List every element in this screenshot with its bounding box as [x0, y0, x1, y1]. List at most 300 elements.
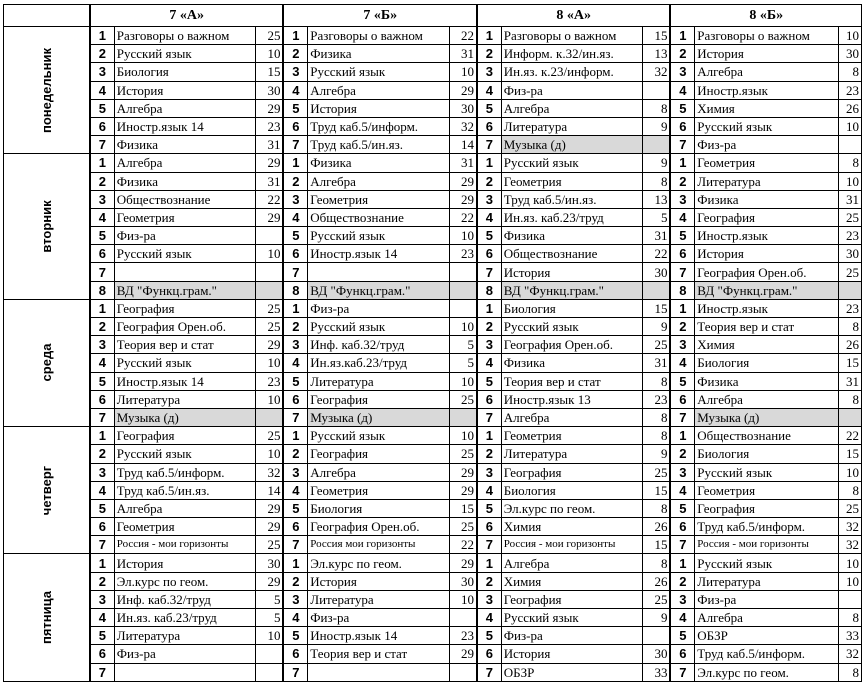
- lesson-number: 1: [670, 154, 694, 172]
- lesson-number: 6: [283, 518, 307, 536]
- lesson-number: 6: [283, 117, 307, 135]
- lesson-number: 4: [90, 609, 114, 627]
- lesson-number: 1: [90, 154, 114, 172]
- room-cell: 10: [256, 445, 284, 463]
- subject-cell: Иностр.язык 14: [114, 117, 255, 135]
- lesson-number: 7: [670, 136, 694, 154]
- room-cell: [449, 663, 477, 681]
- room-cell: 15: [643, 27, 671, 45]
- day-label: [4, 154, 90, 300]
- room-cell: 32: [839, 518, 862, 536]
- lesson-number: 6: [283, 390, 307, 408]
- room-cell: 22: [449, 208, 477, 226]
- subject-cell: Геометрия: [695, 154, 839, 172]
- subject-cell: Труд каб.5/ин.яз.: [114, 481, 255, 499]
- room-cell: [449, 281, 477, 299]
- lesson-number: 1: [283, 27, 307, 45]
- subject-cell: География: [695, 208, 839, 226]
- subject-cell: Разговоры о важном: [308, 27, 449, 45]
- lesson-number: 2: [90, 445, 114, 463]
- schedule-row: [4, 408, 862, 426]
- lesson-number: 6: [90, 245, 114, 263]
- room-cell: 29: [449, 554, 477, 572]
- lesson-number: 2: [670, 172, 694, 190]
- lesson-number: 7: [90, 536, 114, 554]
- day-label: [4, 427, 90, 554]
- room-cell: 32: [256, 463, 284, 481]
- schedule-row: [4, 99, 862, 117]
- lesson-number: 8: [670, 281, 694, 299]
- subject-cell: Алгебра: [695, 63, 839, 81]
- lesson-number: 5: [90, 227, 114, 245]
- room-cell: 25: [256, 427, 284, 445]
- subject-cell: Химия: [695, 336, 839, 354]
- lesson-number: 7: [477, 263, 501, 281]
- lesson-number: 4: [670, 481, 694, 499]
- lesson-number: 1: [477, 427, 501, 445]
- subject-cell: Литература: [695, 572, 839, 590]
- lesson-number: 6: [670, 245, 694, 263]
- room-cell: 32: [839, 536, 862, 554]
- room-cell: [839, 136, 862, 154]
- room-cell: 23: [256, 117, 284, 135]
- room-cell: 29: [256, 154, 284, 172]
- room-cell: 23: [839, 299, 862, 317]
- subject-cell: Иностр.язык 13: [501, 390, 642, 408]
- subject-cell: Русский язык: [114, 354, 255, 372]
- room-cell: 8: [839, 663, 862, 681]
- subject-cell: Россия - мои горизонты: [114, 536, 255, 554]
- room-cell: 32: [449, 117, 477, 135]
- lesson-number: 1: [283, 554, 307, 572]
- lesson-number: 7: [670, 536, 694, 554]
- lesson-number: 4: [90, 208, 114, 226]
- lesson-number: 5: [477, 227, 501, 245]
- subject-cell: Литература: [695, 172, 839, 190]
- subject-cell: Русский язык: [308, 227, 449, 245]
- lesson-number: 8: [477, 281, 501, 299]
- room-cell: 5: [449, 354, 477, 372]
- schedule-row: [4, 245, 862, 263]
- lesson-number: 2: [283, 318, 307, 336]
- subject-cell: ВД "Функц.грам.": [114, 281, 255, 299]
- lesson-number: 7: [283, 408, 307, 426]
- subject-cell: Разговоры о важном: [114, 27, 255, 45]
- subject-cell: Русский язык: [114, 45, 255, 63]
- room-cell: 25: [643, 336, 671, 354]
- lesson-number: 5: [283, 227, 307, 245]
- subject-cell: Биология: [695, 354, 839, 372]
- room-cell: 32: [643, 63, 671, 81]
- lesson-number: 4: [670, 81, 694, 99]
- lesson-number: 2: [477, 445, 501, 463]
- schedule-row: [4, 45, 862, 63]
- subject-cell: Русский язык: [695, 117, 839, 135]
- room-cell: 10: [256, 390, 284, 408]
- room-cell: [256, 408, 284, 426]
- lesson-number: 7: [477, 663, 501, 681]
- room-cell: 5: [449, 336, 477, 354]
- room-cell: 9: [643, 117, 671, 135]
- room-cell: 10: [449, 372, 477, 390]
- room-cell: 30: [256, 81, 284, 99]
- room-cell: 15: [643, 299, 671, 317]
- room-cell: 8: [643, 372, 671, 390]
- subject-cell: Музыка (д): [114, 408, 255, 426]
- subject-cell: География: [308, 390, 449, 408]
- subject-cell: Алгебра: [695, 609, 839, 627]
- subject-cell: Труд каб.5/информ.: [695, 645, 839, 663]
- lesson-number: 5: [90, 499, 114, 517]
- subject-cell: Труд каб.5/информ.: [308, 117, 449, 135]
- room-cell: 23: [839, 81, 862, 99]
- lesson-number: 2: [670, 318, 694, 336]
- subject-cell: Ин.яз. каб.23/труд: [501, 208, 642, 226]
- subject-cell: Алгебра: [114, 99, 255, 117]
- room-cell: 9: [643, 154, 671, 172]
- room-cell: 31: [256, 172, 284, 190]
- subject-cell: Алгебра: [114, 154, 255, 172]
- lesson-number: 6: [477, 645, 501, 663]
- day-label: [4, 27, 90, 154]
- subject-cell: История: [308, 572, 449, 590]
- room-cell: 29: [256, 518, 284, 536]
- room-cell: 22: [449, 536, 477, 554]
- subject-cell: Русский язык: [501, 318, 642, 336]
- room-cell: [643, 136, 671, 154]
- room-cell: 10: [839, 572, 862, 590]
- room-cell: [449, 263, 477, 281]
- subject-cell: Музыка (д): [695, 408, 839, 426]
- subject-cell: География: [501, 463, 642, 481]
- room-cell: 29: [449, 190, 477, 208]
- schedule-row: [4, 154, 862, 172]
- room-cell: 9: [643, 445, 671, 463]
- subject-cell: ОБЗР: [501, 663, 642, 681]
- room-cell: [839, 590, 862, 608]
- lesson-number: 4: [670, 208, 694, 226]
- room-cell: 29: [256, 499, 284, 517]
- lesson-number: 7: [670, 263, 694, 281]
- subject-cell: Труд каб.5/информ.: [114, 463, 255, 481]
- room-cell: 8: [839, 63, 862, 81]
- lesson-number: 2: [90, 45, 114, 63]
- schedule-row: [4, 117, 862, 135]
- lesson-number: 7: [283, 536, 307, 554]
- room-cell: 30: [839, 45, 862, 63]
- subject-cell: Эл.курс по геом.: [501, 499, 642, 517]
- room-cell: 10: [839, 463, 862, 481]
- lesson-number: 4: [477, 81, 501, 99]
- lesson-number: 2: [283, 172, 307, 190]
- room-cell: 23: [449, 245, 477, 263]
- lesson-number: 3: [90, 63, 114, 81]
- room-cell: 31: [256, 136, 284, 154]
- schedule-row: [4, 445, 862, 463]
- lesson-number: 3: [283, 590, 307, 608]
- room-cell: 25: [256, 27, 284, 45]
- lesson-number: 4: [90, 354, 114, 372]
- room-cell: 30: [449, 572, 477, 590]
- subject-cell: Физика: [114, 172, 255, 190]
- subject-cell: Биология: [501, 299, 642, 317]
- subject-cell: ВД "Функц.грам.": [695, 281, 839, 299]
- subject-cell: Литература: [501, 117, 642, 135]
- lesson-number: 7: [90, 663, 114, 681]
- room-cell: 31: [449, 45, 477, 63]
- schedule-row: [4, 63, 862, 81]
- day-name: среда: [38, 344, 54, 382]
- lesson-number: 1: [477, 27, 501, 45]
- lesson-number: 6: [90, 390, 114, 408]
- subject-cell: Обществознание: [114, 190, 255, 208]
- room-cell: 8: [643, 99, 671, 117]
- lesson-number: 5: [477, 372, 501, 390]
- schedule-row: [4, 208, 862, 226]
- lesson-number: 2: [90, 318, 114, 336]
- lesson-number: 7: [670, 663, 694, 681]
- room-cell: 10: [256, 45, 284, 63]
- lesson-number: 5: [670, 372, 694, 390]
- subject-cell: Русский язык: [114, 445, 255, 463]
- lesson-number: 4: [90, 81, 114, 99]
- subject-cell: Русский язык: [308, 63, 449, 81]
- subject-cell: Литература: [114, 390, 255, 408]
- subject-cell: Физ-ра: [114, 227, 255, 245]
- room-cell: 25: [643, 590, 671, 608]
- lesson-number: 7: [477, 408, 501, 426]
- room-cell: 30: [449, 99, 477, 117]
- lesson-number: 4: [477, 481, 501, 499]
- room-cell: 15: [839, 445, 862, 463]
- room-cell: 10: [839, 172, 862, 190]
- subject-cell: История: [308, 99, 449, 117]
- lesson-number: 2: [477, 172, 501, 190]
- subject-cell: Россия - мои горизонты: [501, 536, 642, 554]
- lesson-number: 7: [670, 408, 694, 426]
- subject-cell: Россия мои горизонты: [308, 536, 449, 554]
- lesson-number: 6: [90, 117, 114, 135]
- lesson-number: 4: [283, 609, 307, 627]
- subject-cell: Физика: [308, 45, 449, 63]
- subject-cell: Эл.курс по геом.: [695, 663, 839, 681]
- lesson-number: 5: [670, 627, 694, 645]
- subject-cell: ВД "Функц.грам.": [501, 281, 642, 299]
- room-cell: [449, 408, 477, 426]
- subject-cell: Физика: [308, 154, 449, 172]
- lesson-number: 2: [670, 572, 694, 590]
- lesson-number: 1: [90, 554, 114, 572]
- class-header: 7 «А»: [90, 5, 284, 27]
- lesson-number: 7: [90, 263, 114, 281]
- room-cell: 23: [643, 390, 671, 408]
- lesson-number: 3: [283, 463, 307, 481]
- lesson-number: 5: [670, 99, 694, 117]
- subject-cell: Обществознание: [308, 208, 449, 226]
- subject-cell: География: [308, 445, 449, 463]
- lesson-number: 1: [477, 299, 501, 317]
- room-cell: 8: [643, 499, 671, 517]
- schedule-row: [4, 572, 862, 590]
- schedule-row: [4, 663, 862, 681]
- subject-cell: Физика: [501, 354, 642, 372]
- lesson-number: 6: [283, 245, 307, 263]
- room-cell: 8: [839, 318, 862, 336]
- subject-cell: Физ-ра: [308, 609, 449, 627]
- room-cell: 15: [449, 499, 477, 517]
- room-cell: 10: [256, 245, 284, 263]
- room-cell: [643, 81, 671, 99]
- subject-cell: Алгебра: [501, 554, 642, 572]
- schedule-row: [4, 554, 862, 572]
- room-cell: 33: [643, 663, 671, 681]
- lesson-number: 6: [90, 518, 114, 536]
- lesson-number: 4: [90, 481, 114, 499]
- room-cell: 31: [643, 227, 671, 245]
- subject-cell: Разговоры о важном: [695, 27, 839, 45]
- subject-cell: Русский язык: [114, 245, 255, 263]
- lesson-number: 3: [90, 463, 114, 481]
- schedule-row: [4, 318, 862, 336]
- room-cell: 31: [643, 354, 671, 372]
- room-cell: 25: [256, 299, 284, 317]
- lesson-number: 6: [670, 117, 694, 135]
- subject-cell: География Орен.об.: [695, 263, 839, 281]
- subject-cell: Алгебра: [308, 81, 449, 99]
- room-cell: 10: [449, 590, 477, 608]
- room-cell: 25: [839, 208, 862, 226]
- subject-cell: История: [695, 245, 839, 263]
- subject-cell: География Орен.об.: [308, 518, 449, 536]
- room-cell: 22: [449, 27, 477, 45]
- subject-cell: История: [695, 45, 839, 63]
- room-cell: 29: [449, 172, 477, 190]
- schedule-row: [4, 299, 862, 317]
- header-row: [4, 5, 862, 27]
- subject-cell: Алгебра: [501, 408, 642, 426]
- room-cell: 8: [643, 408, 671, 426]
- room-cell: [839, 281, 862, 299]
- lesson-number: 1: [90, 299, 114, 317]
- lesson-number: 2: [670, 45, 694, 63]
- room-cell: 29: [449, 81, 477, 99]
- subject-cell: Россия - мои горизонты: [695, 536, 839, 554]
- room-cell: 10: [449, 318, 477, 336]
- room-cell: 15: [643, 536, 671, 554]
- lesson-number: 2: [477, 318, 501, 336]
- room-cell: 29: [449, 463, 477, 481]
- subject-cell: Иностр.язык 14: [308, 627, 449, 645]
- subject-cell: Обществознание: [695, 427, 839, 445]
- lesson-number: 7: [283, 663, 307, 681]
- room-cell: 29: [256, 572, 284, 590]
- subject-cell: Литература: [308, 372, 449, 390]
- subject-cell: [308, 263, 449, 281]
- room-cell: 15: [643, 481, 671, 499]
- subject-cell: Музыка (д): [501, 136, 642, 154]
- subject-cell: Химия: [695, 99, 839, 117]
- room-cell: [449, 299, 477, 317]
- subject-cell: Геометрия: [114, 208, 255, 226]
- subject-cell: Инф. каб.32/труд: [308, 336, 449, 354]
- room-cell: [839, 408, 862, 426]
- subject-cell: История: [114, 554, 255, 572]
- lesson-number: 4: [283, 81, 307, 99]
- room-cell: 26: [839, 99, 862, 117]
- room-cell: 25: [256, 318, 284, 336]
- lesson-number: 7: [477, 136, 501, 154]
- corner-cell: [4, 5, 90, 27]
- subject-cell: Иностр.язык: [695, 299, 839, 317]
- lesson-number: 7: [477, 536, 501, 554]
- subject-cell: Физ-ра: [114, 645, 255, 663]
- subject-cell: Литература: [114, 627, 255, 645]
- room-cell: 8: [643, 427, 671, 445]
- subject-cell: Физика: [695, 190, 839, 208]
- schedule-row: [4, 172, 862, 190]
- room-cell: 10: [449, 63, 477, 81]
- room-cell: 22: [839, 427, 862, 445]
- room-cell: 32: [839, 645, 862, 663]
- lesson-number: 2: [283, 445, 307, 463]
- subject-cell: Эл.курс по геом.: [114, 572, 255, 590]
- room-cell: [643, 281, 671, 299]
- room-cell: [643, 627, 671, 645]
- lesson-number: 4: [477, 609, 501, 627]
- room-cell: 31: [839, 372, 862, 390]
- room-cell: 9: [643, 318, 671, 336]
- schedule-row: [4, 27, 862, 45]
- subject-cell: География Орен.об.: [114, 318, 255, 336]
- lesson-number: 1: [90, 27, 114, 45]
- room-cell: 26: [839, 336, 862, 354]
- room-cell: 29: [449, 481, 477, 499]
- subject-cell: Геометрия: [114, 518, 255, 536]
- room-cell: 25: [449, 390, 477, 408]
- subject-cell: Обществознание: [501, 245, 642, 263]
- subject-cell: Химия: [501, 572, 642, 590]
- subject-cell: Физика: [114, 136, 255, 154]
- room-cell: 8: [643, 554, 671, 572]
- lesson-number: 7: [283, 263, 307, 281]
- room-cell: 29: [256, 99, 284, 117]
- subject-cell: География Орен.об.: [501, 336, 642, 354]
- lesson-number: 5: [90, 372, 114, 390]
- subject-cell: Теория вер и стат: [114, 336, 255, 354]
- subject-cell: Геометрия: [501, 427, 642, 445]
- lesson-number: 8: [90, 281, 114, 299]
- subject-cell: География: [114, 427, 255, 445]
- room-cell: 14: [449, 136, 477, 154]
- schedule-row: [4, 518, 862, 536]
- subject-cell: Физ-ра: [695, 590, 839, 608]
- subject-cell: Алгебра: [114, 499, 255, 517]
- lesson-number: 1: [670, 427, 694, 445]
- schedule-table: [3, 4, 862, 682]
- subject-cell: Теория вер и стат: [695, 318, 839, 336]
- room-cell: 8: [839, 609, 862, 627]
- lesson-number: 6: [670, 518, 694, 536]
- room-cell: 15: [256, 63, 284, 81]
- room-cell: 10: [256, 627, 284, 645]
- room-cell: 29: [256, 208, 284, 226]
- subject-cell: Физика: [695, 372, 839, 390]
- class-header: 8 «Б»: [670, 5, 861, 27]
- subject-cell: Труд каб.5/ин.яз.: [501, 190, 642, 208]
- lesson-number: 1: [283, 299, 307, 317]
- room-cell: 8: [839, 481, 862, 499]
- lesson-number: 4: [670, 609, 694, 627]
